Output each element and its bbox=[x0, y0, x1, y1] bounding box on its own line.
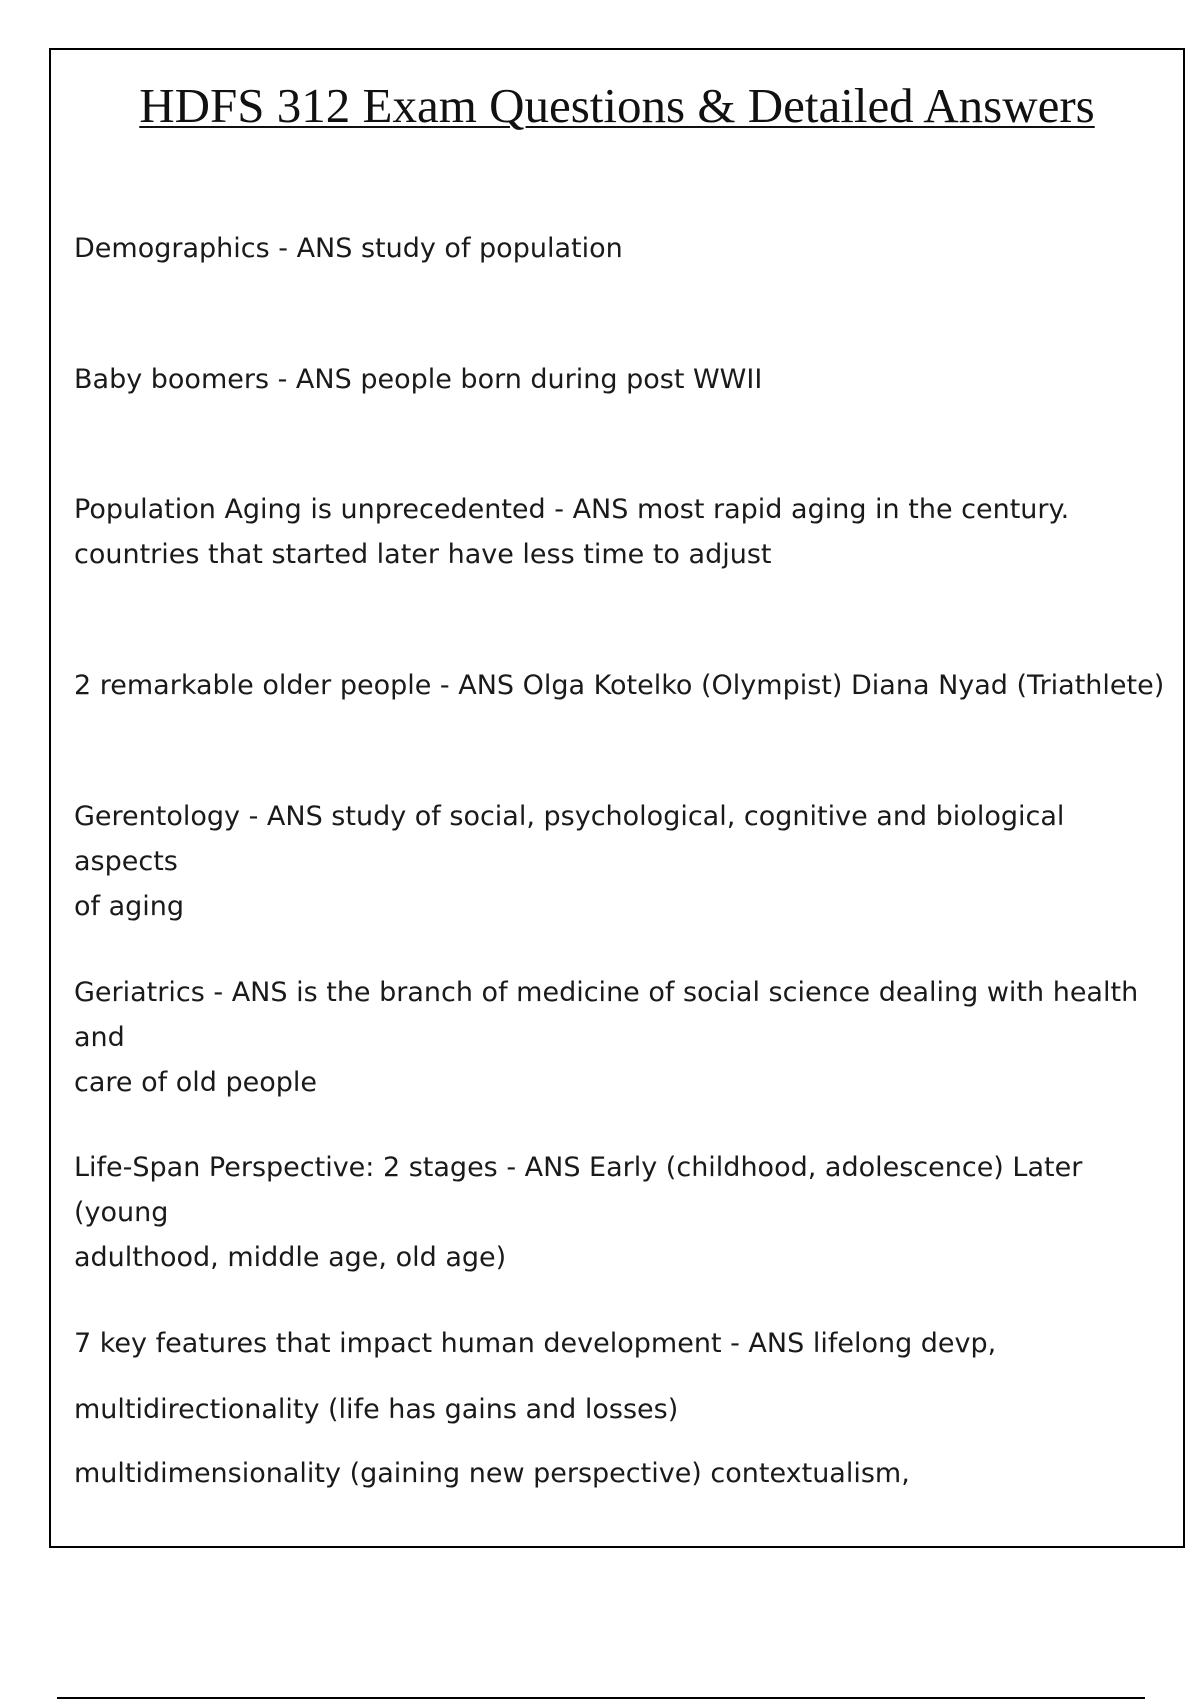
qa-line: Geriatrics - ANS is the branch of medicine of social science dealing with health and bbox=[74, 977, 1139, 1053]
qa-line: Population Aging is unprecedented - ANS most rapid aging in the century. bbox=[74, 494, 1070, 525]
qa-line: of aging bbox=[74, 891, 185, 922]
footer-divider bbox=[57, 1697, 1145, 1699]
qa-entry-population-aging bbox=[74, 487, 1174, 577]
qa-line: countries that started later have less time to adjust bbox=[74, 539, 772, 570]
qa-entry-geriatrics bbox=[74, 970, 1174, 1105]
qa-line: Life-Span Perspective: 2 stages - ANS Early (childhood, adolescence) Later (young bbox=[74, 1152, 1083, 1228]
qa-entry-demographics: Demographics - ANS study of population bbox=[74, 233, 623, 264]
page-frame bbox=[49, 48, 1185, 1548]
qa-line: multidimensionality (gaining new perspective) contextualism, bbox=[74, 1458, 910, 1489]
qa-entry-key-features bbox=[74, 1321, 1174, 1496]
qa-entry-remarkable-older-people: 2 remarkable older people - ANS Olga Kotelko (Olympist) Diana Nyad (Triathlete) bbox=[74, 670, 1165, 701]
qa-line: care of old people bbox=[74, 1067, 317, 1098]
qa-line: adulthood, middle age, old age) bbox=[74, 1242, 507, 1273]
document-title: HDFS 312 Exam Questions & Detailed Answers bbox=[139, 78, 1095, 133]
qa-line: Gerentology - ANS study of social, psychological, cognitive and biological aspects bbox=[74, 801, 1065, 877]
qa-line: 7 key features that impact human development - ANS lifelong devp, bbox=[74, 1328, 997, 1359]
qa-line: multidirectionality (life has gains and losses) bbox=[74, 1394, 679, 1425]
qa-entry-life-span-perspective bbox=[74, 1145, 1174, 1280]
qa-entry-gerentology bbox=[74, 794, 1174, 929]
qa-entry-baby-boomers: Baby boomers - ANS people born during post WWII bbox=[74, 364, 763, 395]
